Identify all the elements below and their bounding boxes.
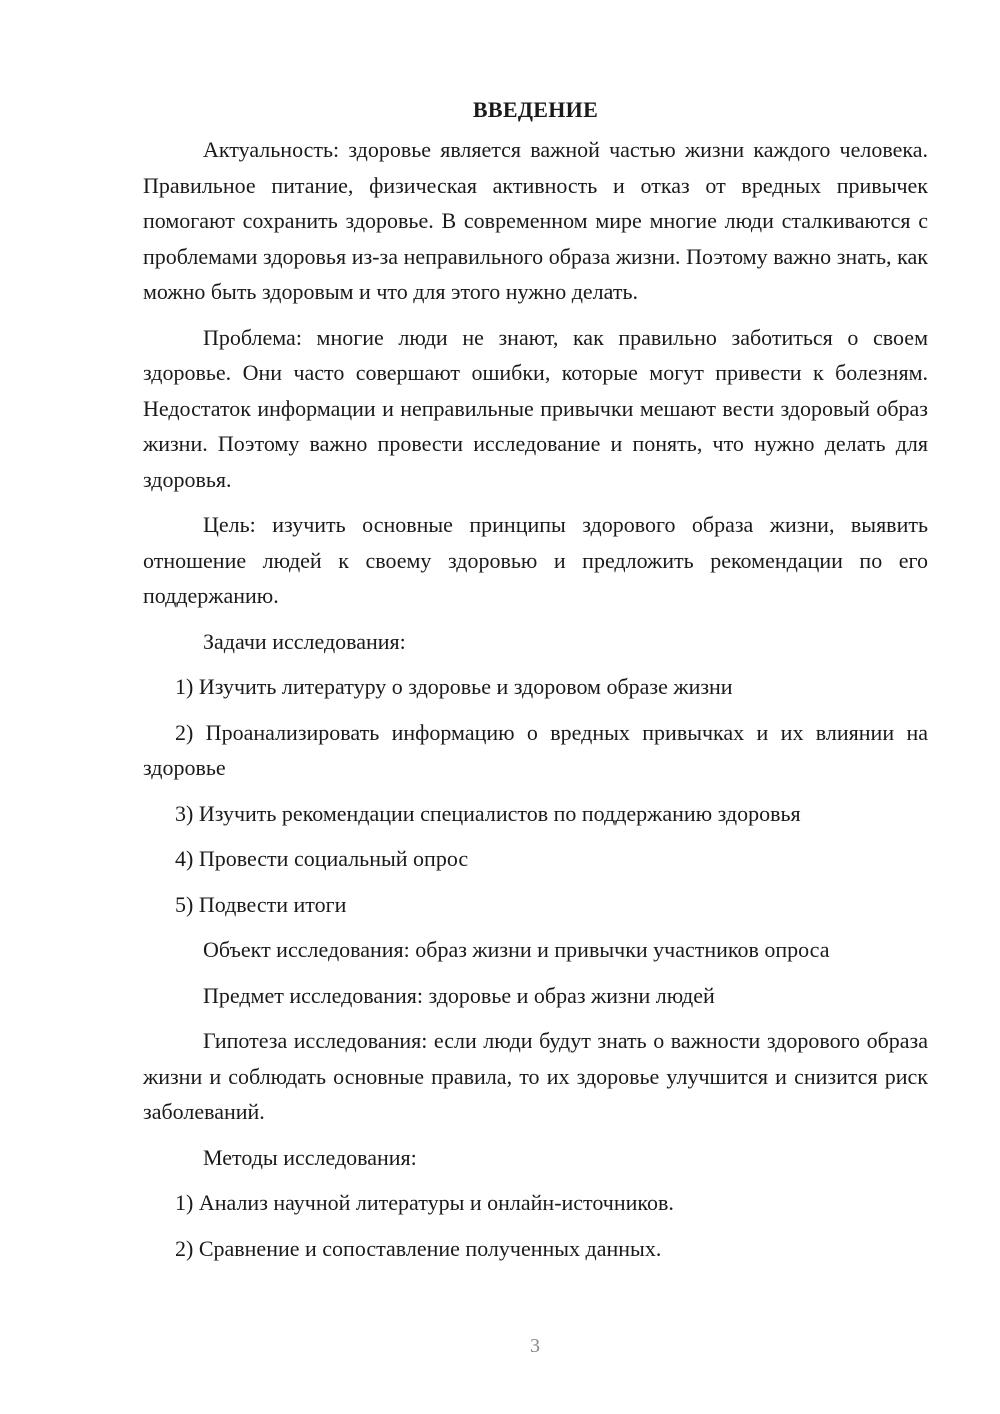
research-subject: Предмет исследования: здоровье и образ жизни людей	[203, 982, 715, 1008]
tasks-heading: Задачи исследования:	[203, 628, 406, 654]
task-item-2: 2) Проанализировать информацию о вредных привычках и их влиянии на здоровье	[143, 719, 928, 780]
research-object: Объект исследования: образ жизни и привычки участников опроса	[203, 937, 830, 962]
page-content	[143, 92, 928, 1276]
section-title: ВВЕДЕНИЕ	[472, 97, 599, 122]
methods-heading: Методы исследования:	[203, 1144, 417, 1170]
task-item-5: 5) Подвести итоги	[175, 891, 347, 917]
paragraph-hypothesis: Гипотеза исследования: если люди будут знать о важности здорового образа жизни и соблюдать основные правила, то их здоровье улучшится и снизится риск заболеваний.	[143, 1028, 928, 1124]
paragraph-problem: Проблема: многие люди не знают, как правильно заботиться о своем здоровье. Они часто совершают ошибки, которые могут привести к болезням. Недостаток информации и неправильные привычки мешают вести здоровый образ жизни. Поэтому важно провести исследование и понять, что нужно делать для здоровья.	[143, 324, 928, 492]
method-item-1: 1) Анализ научной литературы и онлайн-источников.	[175, 1190, 674, 1215]
paragraph-relevance: Актуальность: здоровье является важной частью жизни каждого человека. Правильное питание, физическая активность и отказ от вредных привычек помогают сохранить здоровье. В современном мире многие люди сталкиваются с проблемами здоровья из-за неправильного образа жизни. Поэтому важно знать, как можно быть здоровым и что для этого нужно делать.	[143, 137, 928, 304]
task-item-4: 4) Провести социальный опрос	[175, 846, 469, 871]
method-item-2: 2) Сравнение и сопоставление полученных данных.	[175, 1235, 662, 1261]
task-item-1: 1) Изучить литературу о здоровье и здоровом образе жизни	[175, 674, 733, 699]
page-number: 3	[530, 1335, 540, 1357]
task-item-3: 3) Изучить рекомендации специалистов по поддержанию здоровья	[175, 800, 801, 826]
paragraph-goal: Цель: изучить основные принципы здорового образа жизни, выявить отношение людей к своему здоровью и предложить рекомендации по его поддержанию.	[143, 512, 928, 608]
